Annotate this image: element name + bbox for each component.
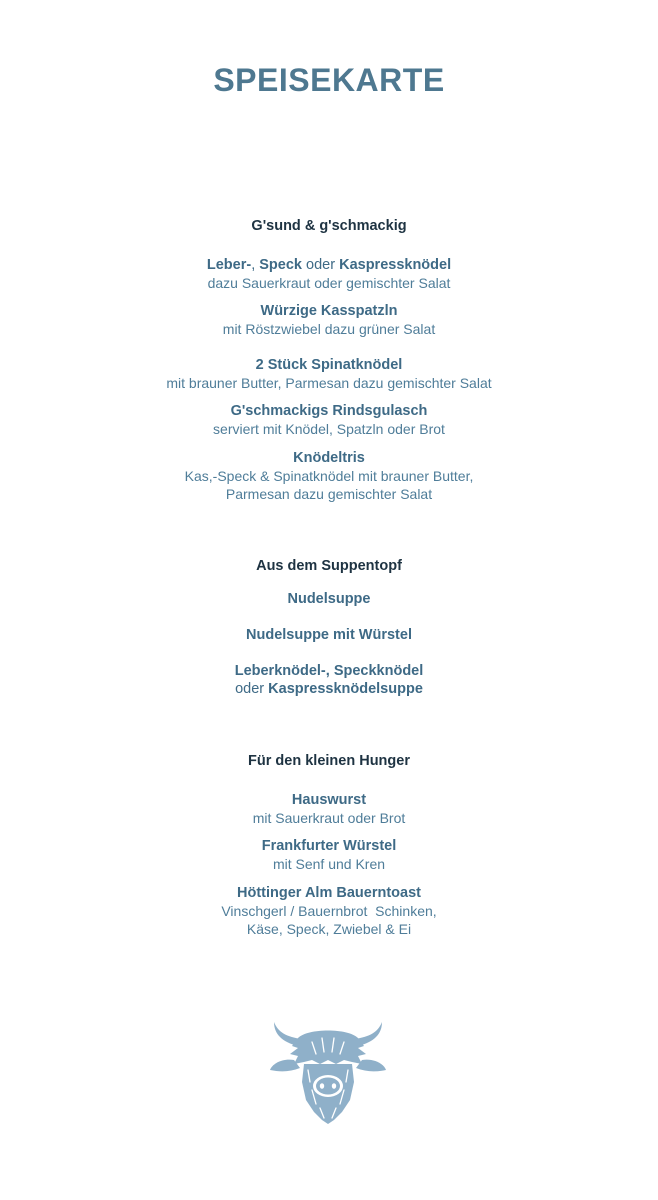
menu-item-description: mit Senf und Kren [272, 856, 386, 872]
page-title: SPEISEKARTE [213, 62, 445, 98]
menu-item-knoedel [0, 256, 658, 292]
section-heading-kleiner-hunger: Für den kleinen Hunger [248, 753, 410, 769]
menu-item-nudelsuppe [0, 590, 658, 608]
name-connector: oder [302, 257, 340, 273]
menu-item-description: Vinschgerl / Bauernbrot Schinken, [221, 903, 437, 919]
menu-item-rindsgulasch [0, 402, 658, 438]
name-part-speck: Speck [259, 257, 302, 273]
menu-item-knoedeltris [0, 449, 658, 503]
name-connector: oder [235, 681, 269, 697]
menu-item-name: Nudelsuppe mit Würstel [246, 627, 412, 643]
menu-item-name: Höttinger Alm Bauerntoast [237, 885, 421, 901]
menu-item-frankfurter [0, 837, 658, 873]
menu-item-hauswurst [0, 791, 658, 827]
menu-item-name: Würzige Kasspatzln [260, 303, 398, 319]
menu-item-name [0, 256, 658, 274]
menu-item-knoedelsuppe [0, 662, 658, 698]
section-heading-gsund: G'sund & g'schmackig [251, 218, 407, 234]
menu-item-nudelsuppe-wuerstel [0, 626, 658, 644]
menu-item-name: Leberknödel-, Speckknödel [234, 663, 424, 679]
menu-item-name: Hauswurst [291, 792, 367, 808]
menu-item-name: Frankfurter Würstel [261, 838, 397, 854]
menu-item-bauerntoast [0, 884, 658, 938]
menu-item-spinatknoedel [0, 356, 658, 392]
menu-item-description: serviert mit Knödel, Spatzln oder Brot [213, 421, 445, 437]
highland-cow-icon [268, 1020, 388, 1124]
menu-item-name: G'schmackigs Rindsgulasch [230, 403, 428, 419]
menu-item-description: mit Sauerkraut oder Brot [252, 810, 406, 826]
name-part-kaspress: Kaspressknödel [339, 257, 452, 273]
section-heading-suppentopf: Aus dem Suppentopf [256, 558, 402, 574]
menu-item-name: Nudelsuppe [287, 591, 371, 607]
name-part-leber: Leber- [206, 257, 252, 273]
menu-item-description: dazu Sauerkraut oder gemischter Salat [207, 275, 451, 291]
menu-item-description: Kas,-Speck & Spinatknödel mit brauner Butter, [184, 468, 474, 484]
menu-item-name-continued [0, 680, 658, 698]
name-part-kaspress-suppe: Kaspressknödelsuppe [268, 681, 423, 697]
menu-item-description: mit brauner Butter, Parmesan dazu gemischter Salat [166, 375, 492, 391]
menu-item-description: Parmesan dazu gemischter Salat [225, 486, 433, 502]
menu-item-name: Knödeltris [293, 450, 365, 466]
menu-item-name: 2 Stück Spinatknödel [255, 357, 403, 373]
menu-item-description: mit Röstzwiebel dazu grüner Salat [222, 321, 436, 337]
menu-item-description: Käse, Speck, Zwiebel & Ei [246, 921, 412, 937]
name-separator: , [251, 257, 260, 273]
menu-item-kasspatzln [0, 302, 658, 338]
